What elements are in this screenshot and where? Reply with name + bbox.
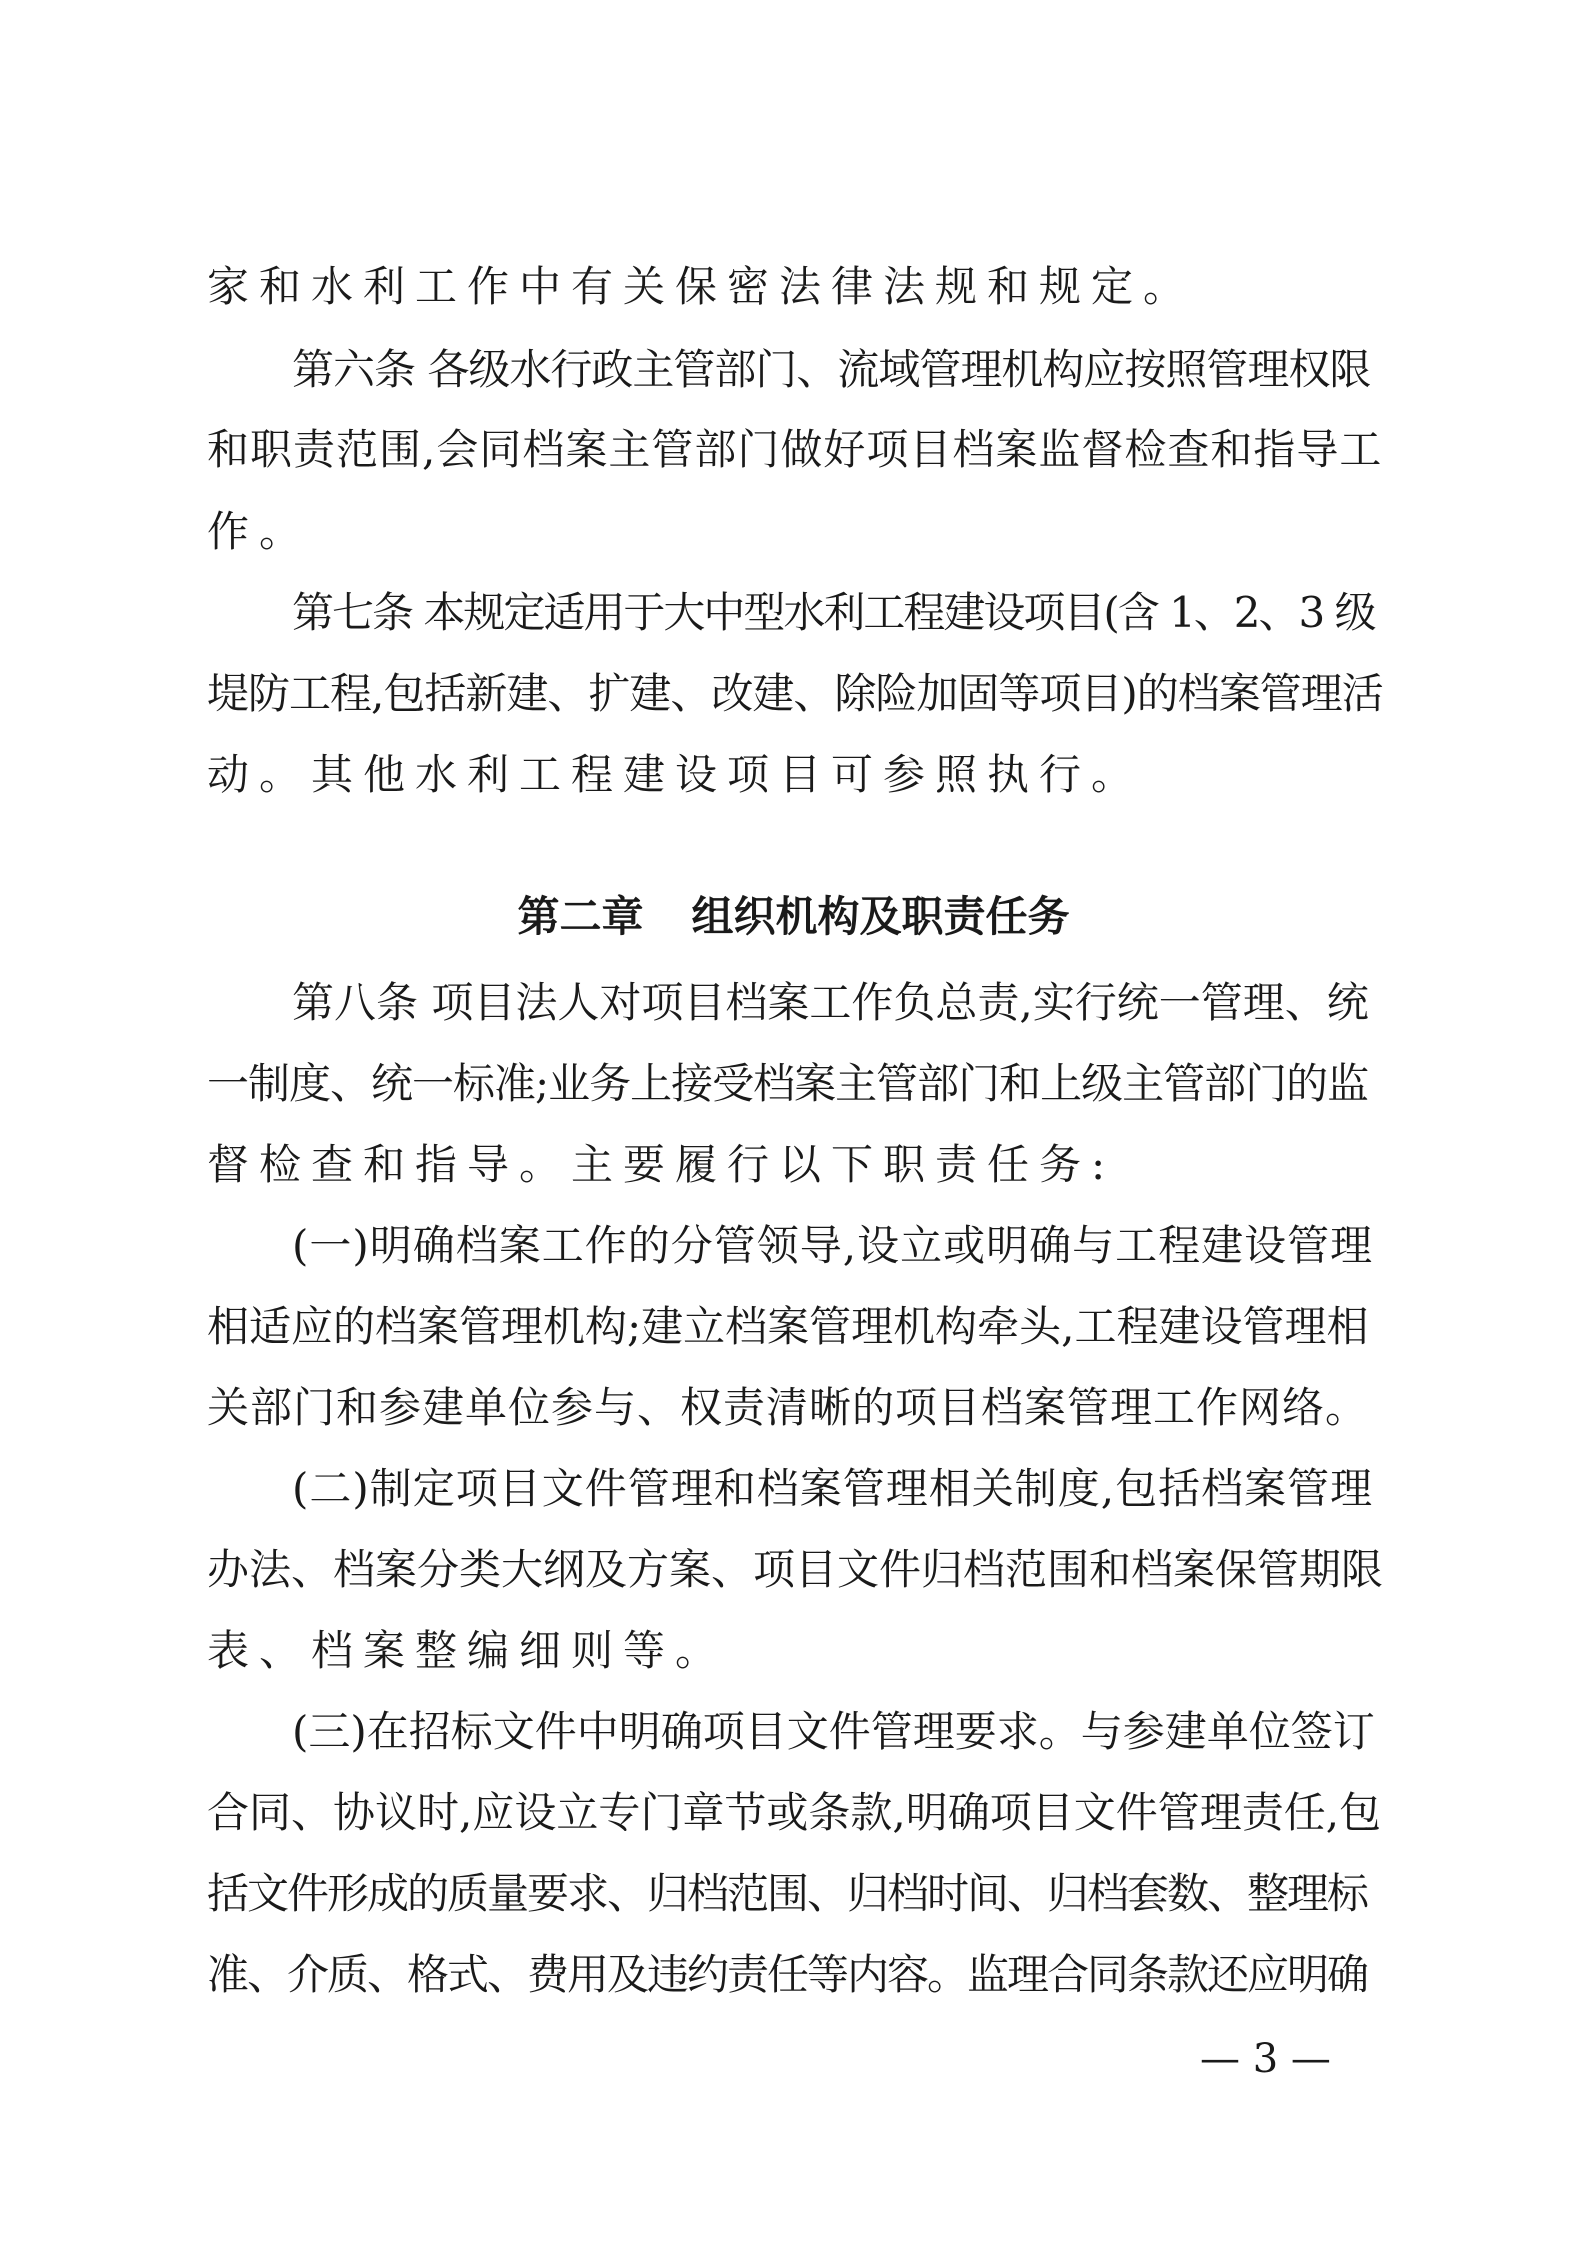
text-line: 家和水利工作中有关保密法律法规和规定。 [207,262,1196,311]
chapter-number: 第二章 [517,892,644,941]
text-line: 一制度、统一标准;业务上接受档案主管部门和上级主管部门的监 [207,1059,1369,1108]
paragraph-item-2: (二)制定项目文件管理和档案管理相关制度,包括档案管理 [292,1464,1374,1513]
paragraph-item-1: (一)明确档案工作的分管领导,设立或明确与工程建设管理 [292,1221,1374,1270]
text-line: 办法、档案分类大纲及方案、项目文件归档范围和档案保管期限 [207,1545,1384,1594]
text-line: 相适应的档案管理机构;建立档案管理机构牵头,工程建设管理相 [207,1302,1369,1351]
text-line: 表、档案整编细则等。 [207,1626,728,1675]
chapter-heading [0,892,1587,942]
text-line: 督检查和指导。主要履行以下职责任务: [207,1140,1116,1189]
paragraph-article-6: 第六条 各级水行政主管部门、流域管理机构应按照管理权限 [292,345,1371,394]
text-line: 和职责范围,会同档案主管部门做好项目档案监督检查和指导工 [207,425,1383,474]
text-line: 准、介质、格式、费用及违约责任等内容。监理合同条款还应明确 [207,1950,1368,1999]
text-line: 动。其他水利工程建设项目可参照执行。 [207,750,1144,799]
text-line: 合同、协议时,应设立专门章节或条款,明确项目文件管理责任,包 [207,1788,1382,1837]
paragraph-item-3: (三)在招标文件中明确项目文件管理要求。与参建单位签订 [292,1707,1375,1756]
text-line: 关部门和参建单位参与、权责清晰的项目档案管理工作网络。 [207,1383,1369,1432]
text-line: 作。 [207,507,312,556]
page-number: — 3 — [1200,2036,1331,2082]
paragraph-article-8: 第八条 项目法人对项目档案工作负总责,实行统一管理、统 [292,978,1369,1027]
text-line: 堤防工程,包括新建、扩建、改建、除险加固等项目)的档案管理活 [207,669,1383,718]
paragraph-article-7: 第七条 本规定适用于大中型水利工程建设项目(含 1、2、3 级 [292,588,1375,637]
chapter-title: 组织机构及职责任务 [691,892,1070,941]
text-line: 括文件形成的质量要求、归档范围、归档时间、归档套数、整理标 [207,1869,1368,1918]
